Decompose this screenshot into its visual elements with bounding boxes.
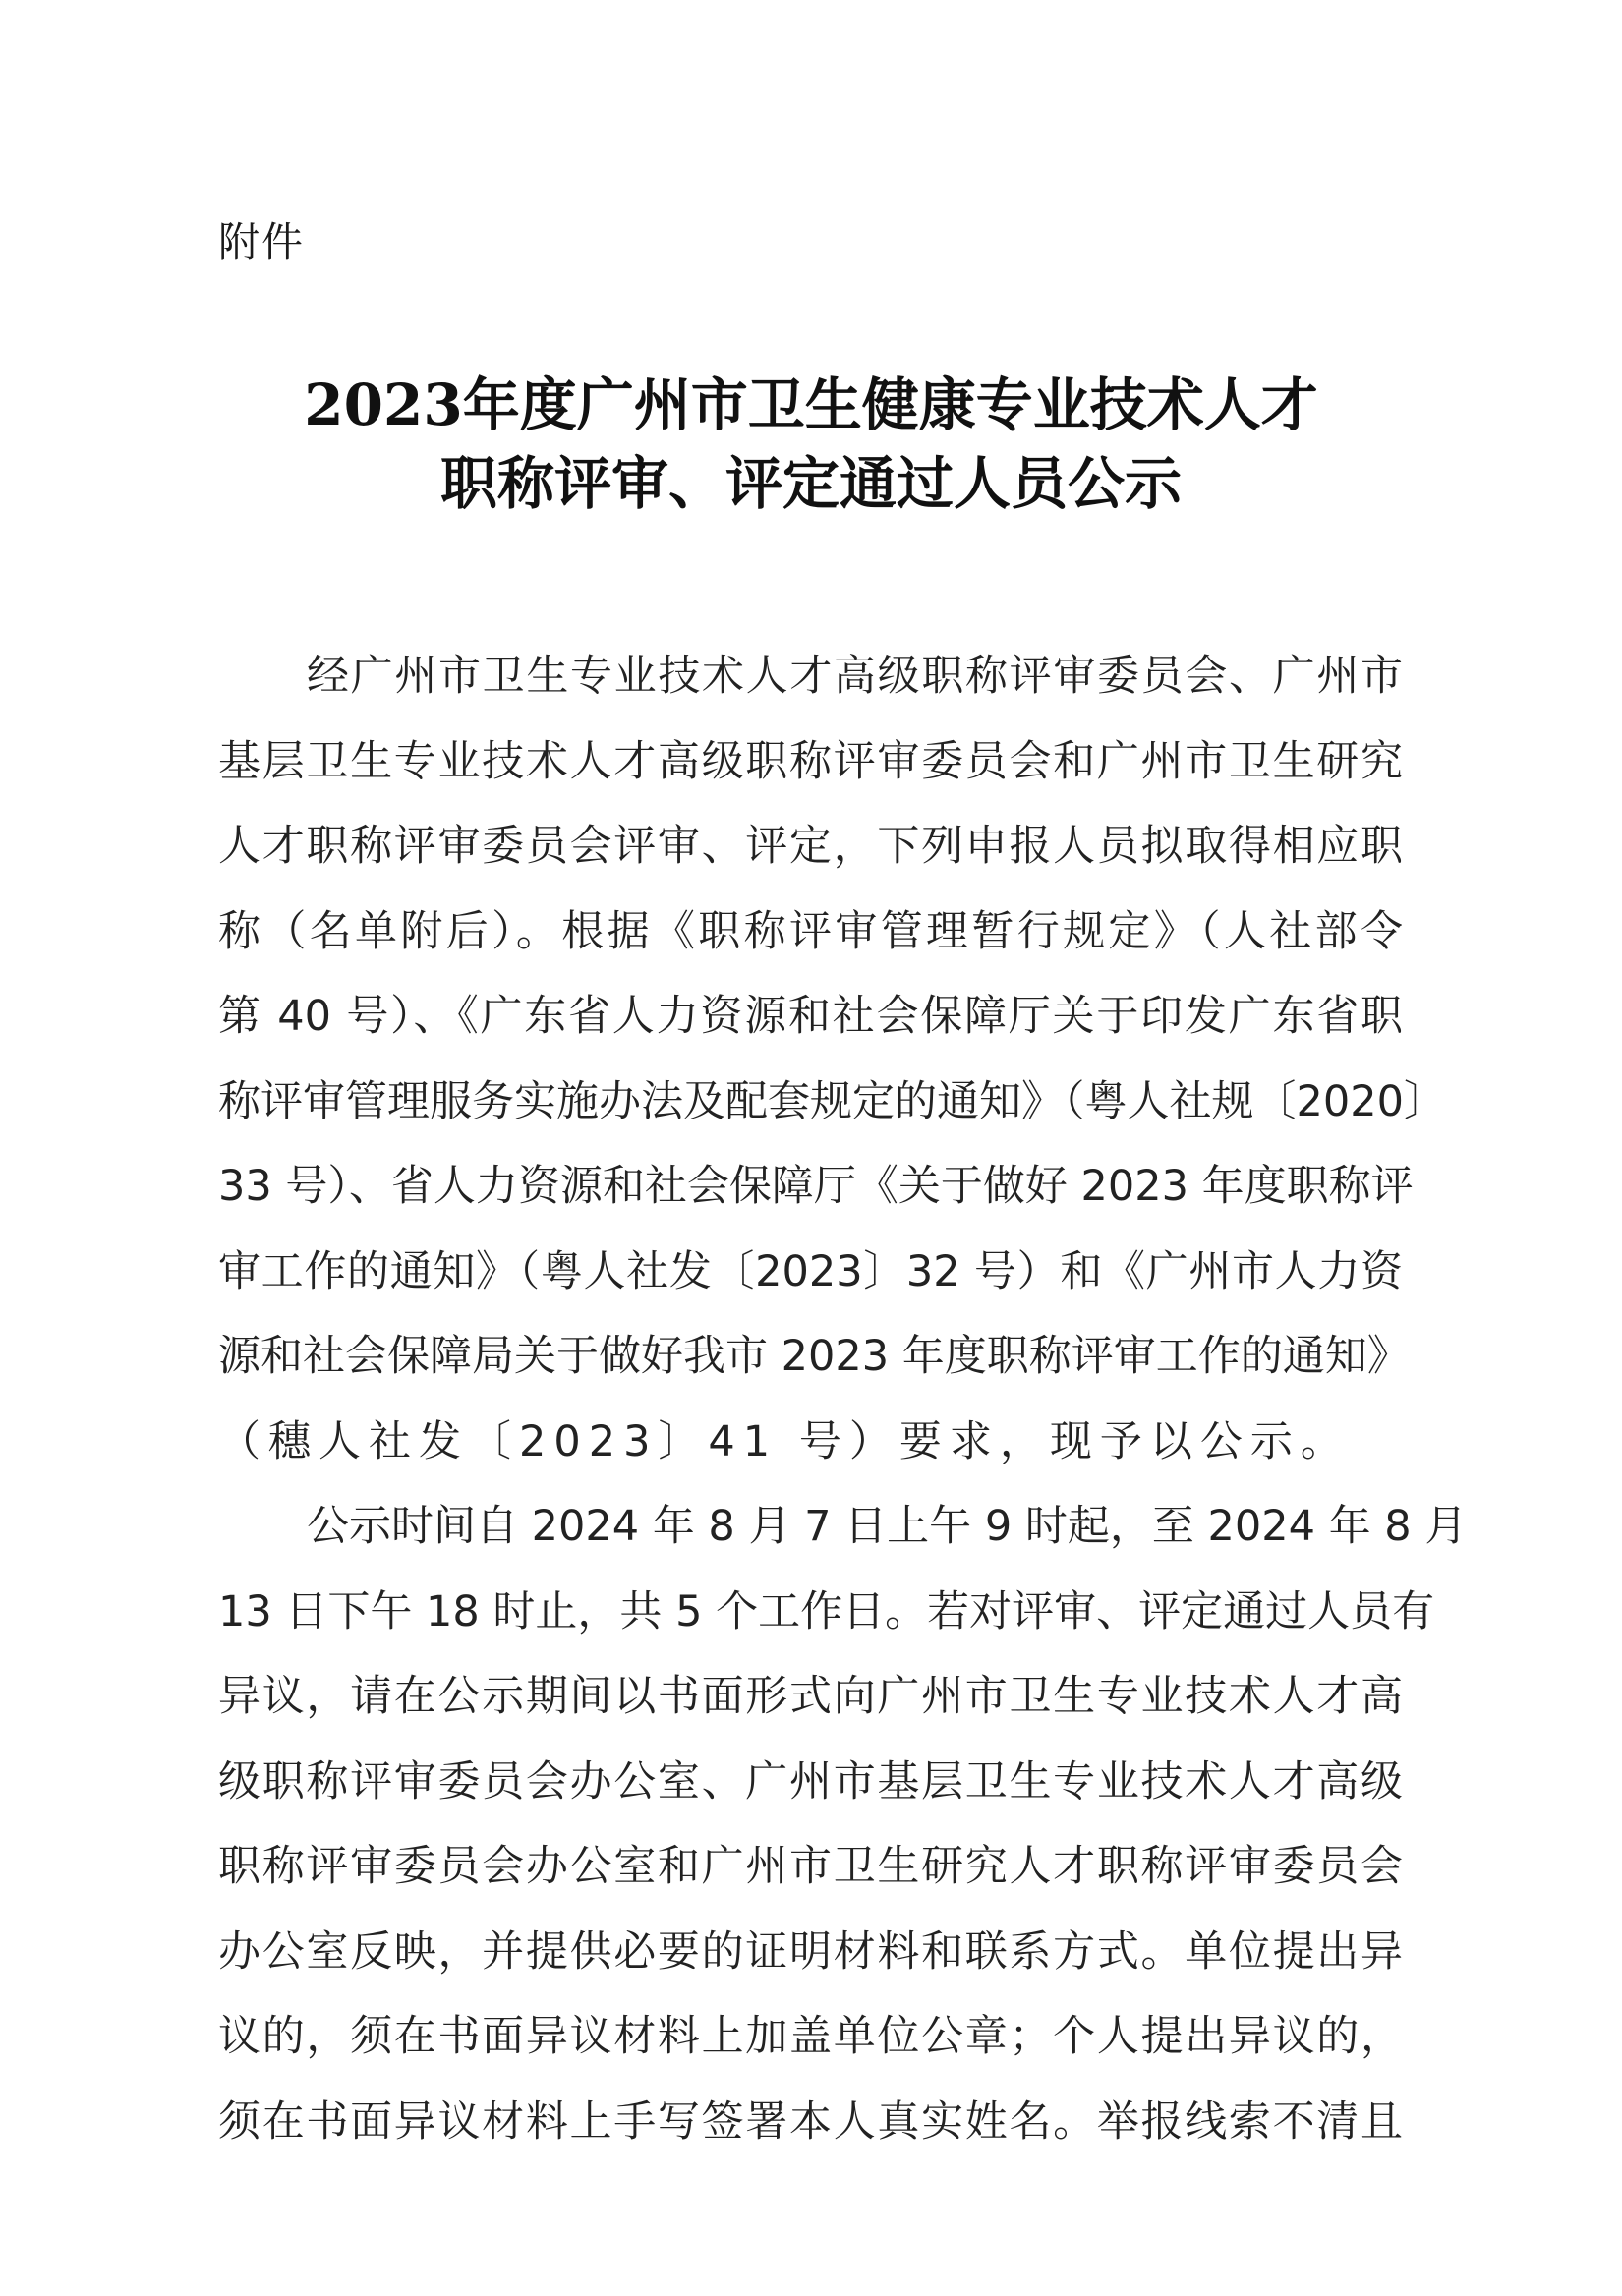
body-line: 议的，须在书面异议材料上加盖单位公章；个人提出异议的，: [218, 2012, 1403, 2061]
title-line-2: 职称评审、评定通过人员公示: [439, 450, 1182, 517]
body-line: 须在书面异议材料上手写签署本人真实姓名。举报线索不清且: [218, 2096, 1403, 2147]
body-line: 公示时间自 2024 年 8 月 7 日上午 9 时起，至 2024 年 8 月: [307, 1502, 1468, 1551]
body-line: 审工作的通知》（粤人社发〔2023〕32 号）和《广州市人力资: [218, 1246, 1403, 1296]
title-line-1: 2023年度广州市卫生健康专业技术人才: [304, 372, 1318, 438]
body-line: 33 号）、省人力资源和社会保障厅《关于做好 2023 年度职称评: [218, 1162, 1414, 1211]
attachment-label: 附件: [218, 218, 306, 266]
body-line: 基层卫生专业技术人才高级职称评审委员会和广州市卫生研究: [218, 736, 1403, 786]
body-line: 异议，请在公示期间以书面形式向广州市卫生专业技术人才高: [218, 1672, 1403, 1721]
paragraph-1: [218, 634, 1446, 1484]
body-line: 源和社会保障局关于做好我市 2023 年度职称评审工作的通知》: [218, 1332, 1410, 1381]
body-line: （穗人社发〔2023〕41 号）要求，现予以公示。: [218, 1416, 1351, 1466]
document-body: [218, 634, 1468, 2164]
document-title: [0, 366, 1622, 523]
body-line: 称评审管理服务实施办法及配套规定的通知》（粤人社规〔2020〕: [218, 1076, 1446, 1126]
body-line: 经广州市卫生专业技术人才高级职称评审委员会、广州市: [307, 652, 1403, 701]
body-line: 第 40 号）、《广东省人力资源和社会保障厅关于印发广东省职: [218, 992, 1403, 1041]
body-line: 13 日下午 18 时止，共 5 个工作日。若对评审、评定通过人员有: [218, 1586, 1435, 1636]
body-line: 职称评审委员会办公室和广州市卫生研究人才职称评审委员会: [218, 1842, 1403, 1891]
body-line: 人才职称评审委员会评审、评定，下列申报人员拟取得相应职: [218, 822, 1403, 871]
body-line: 称（名单附后）。根据《职称评审管理暂行规定》（人社部令: [218, 906, 1403, 956]
body-line: 级职称评审委员会办公室、广州市基层卫生专业技术人才高级: [218, 1756, 1403, 1807]
body-line: 办公室反映，并提供必要的证明材料和联系方式。单位提出异: [218, 1926, 1403, 1977]
paragraph-2: [218, 1484, 1468, 2164]
